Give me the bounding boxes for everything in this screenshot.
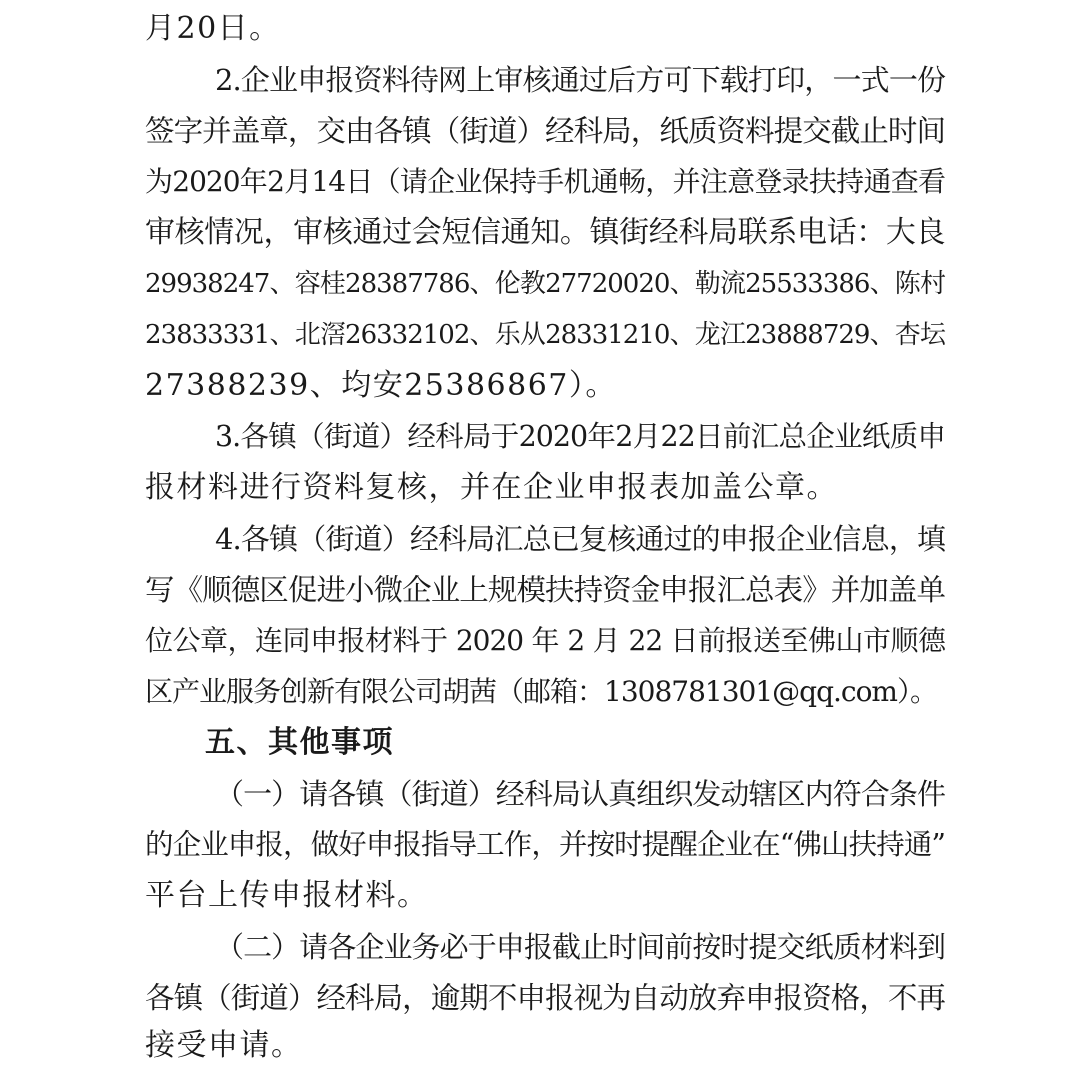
text-line: 的企业申报，做好申报指导工作，并按时提醒企业在“佛山扶持通” [145, 828, 945, 861]
section-heading: 五、其他事项 [205, 725, 394, 760]
text-line: 报材料进行资料复核，并在企业申报表加盖公章。 [145, 470, 838, 505]
text-line: 月20日。 [145, 11, 281, 46]
text-line: 各镇（街道）经科局，逾期不申报视为自动放弃申报资格，不再 [145, 981, 945, 1015]
text-line: 23833331、北滘26332102、乐从28331210、龙江23888729、杏坛 [145, 320, 945, 350]
text-line: （一）请各镇（街道）经科局认真组织发动辖区内符合条件 [215, 777, 945, 811]
text-line: 审核情况，审核通过会短信通知。镇街经科局联系电话：大良 [145, 215, 945, 250]
text-line: 接受申请。 [145, 1028, 303, 1063]
text-line: （二）请各企业务必于申报截止时间前按时提交纸质材料到 [215, 930, 945, 964]
text-line: 平台上传申报材料。 [145, 878, 429, 913]
text-line: 签字并盖章，交由各镇（街道）经科局，纸质资料提交截止时间 [145, 114, 945, 148]
text-line: 位公章，连同申报材料于 2020 年 2 月 22 日前报送至佛山市顺德 [145, 624, 945, 657]
text-line: 29938247、容桂28387786、伦教27720020、勒流25533386、陈村 [145, 269, 945, 299]
text-line: 27388239、均安25386867）。 [145, 368, 617, 403]
text-line: 写《顺德区促进小微企业上规模扶持资金申报汇总表》并加盖单 [145, 573, 945, 607]
text-line: 为2020年2月14日（请企业保持手机通畅，并注意登录扶持通查看 [145, 165, 945, 198]
text-line: 3.各镇（街道）经科局于2020年2月22日前汇总企业纸质申 [215, 420, 945, 453]
text-line: 2.企业申报资料待网上审核通过后方可下载打印，一式一份 [215, 63, 945, 97]
text-line: 4.各镇（街道）经科局汇总已复核通过的申报企业信息，填 [215, 522, 945, 556]
text-line: 区产业服务创新有限公司胡茜（邮箱：1308781301@qq.com）。 [145, 675, 937, 708]
